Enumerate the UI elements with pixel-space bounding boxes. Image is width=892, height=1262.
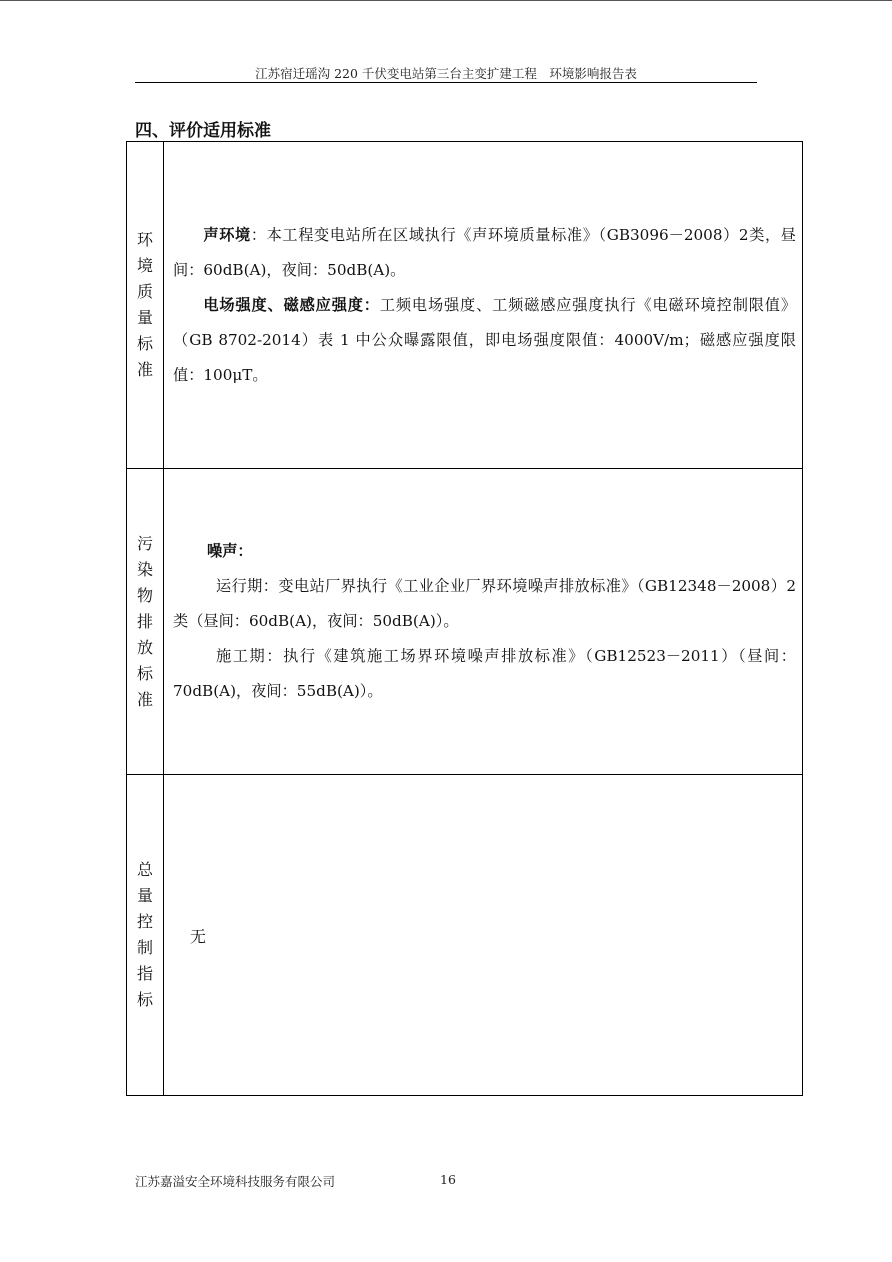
page-top-border xyxy=(0,0,892,1)
construction-paragraph xyxy=(173,639,796,709)
quality-content xyxy=(164,218,802,393)
footer-company: 江苏嘉溢安全环境科技服务有限公司 xyxy=(135,1174,336,1189)
sound-env-text: ：本工程变电站所在区域执行《声环境质量标准》（GB3096－2008）2类，昼间：60dB(A)，夜间：50dB(A)。 xyxy=(173,225,796,279)
quality-label-cell xyxy=(127,142,164,469)
emission-label: 污染物排放标准 xyxy=(136,533,153,709)
table-row-emission xyxy=(127,469,803,775)
running-header: 江苏宿迁瑶沟 220 千伏变电站第三台主变扩建工程 环境影响报告表 xyxy=(255,66,637,81)
emission-content xyxy=(164,534,802,709)
total-content-cell xyxy=(164,775,803,1096)
operation-text: 运行期：变电站厂界执行《工业企业厂界环境噪声排放标准》（GB12348－2008）2 类（昼间：60dB(A)，夜间：50dB(A)）。 xyxy=(173,577,796,630)
table-row-total xyxy=(127,775,803,1096)
em-text: 工频电场强度、工频磁感应强度执行《电磁环境控制限值》（GB 8702-2014）表 1 中公众曝露限值，即电场强度限值：4000V/m；磁感应强度限值：100μT。 xyxy=(173,295,797,384)
emission-content-cell xyxy=(164,469,803,775)
total-value: 无 xyxy=(190,926,207,946)
standards-table xyxy=(126,141,803,1096)
header-rule xyxy=(135,82,757,83)
sound-env-label: 声环境 xyxy=(203,225,251,244)
sound-env-paragraph xyxy=(173,218,796,288)
em-paragraph xyxy=(173,288,796,393)
em-label: 电场强度、磁感应强度： xyxy=(203,295,380,314)
total-label: 总量控制指标 xyxy=(136,860,153,1009)
total-label-cell xyxy=(127,775,164,1096)
noise-heading: 噪声： xyxy=(207,542,253,560)
operation-paragraph xyxy=(173,569,796,639)
page-number: 16 xyxy=(440,1172,456,1187)
quality-label: 环境质量标准 xyxy=(136,230,153,379)
emission-label-cell xyxy=(127,469,164,775)
table-row-quality xyxy=(127,142,803,469)
construction-text: 施工期：执行《建筑施工场界环境噪声排放标准》（GB12523－2011）（昼间：70dB(A)，夜间：55dB(A)）。 xyxy=(173,647,796,700)
section-title: 四、评价适用标准 xyxy=(135,121,271,141)
quality-content-cell xyxy=(164,142,803,469)
